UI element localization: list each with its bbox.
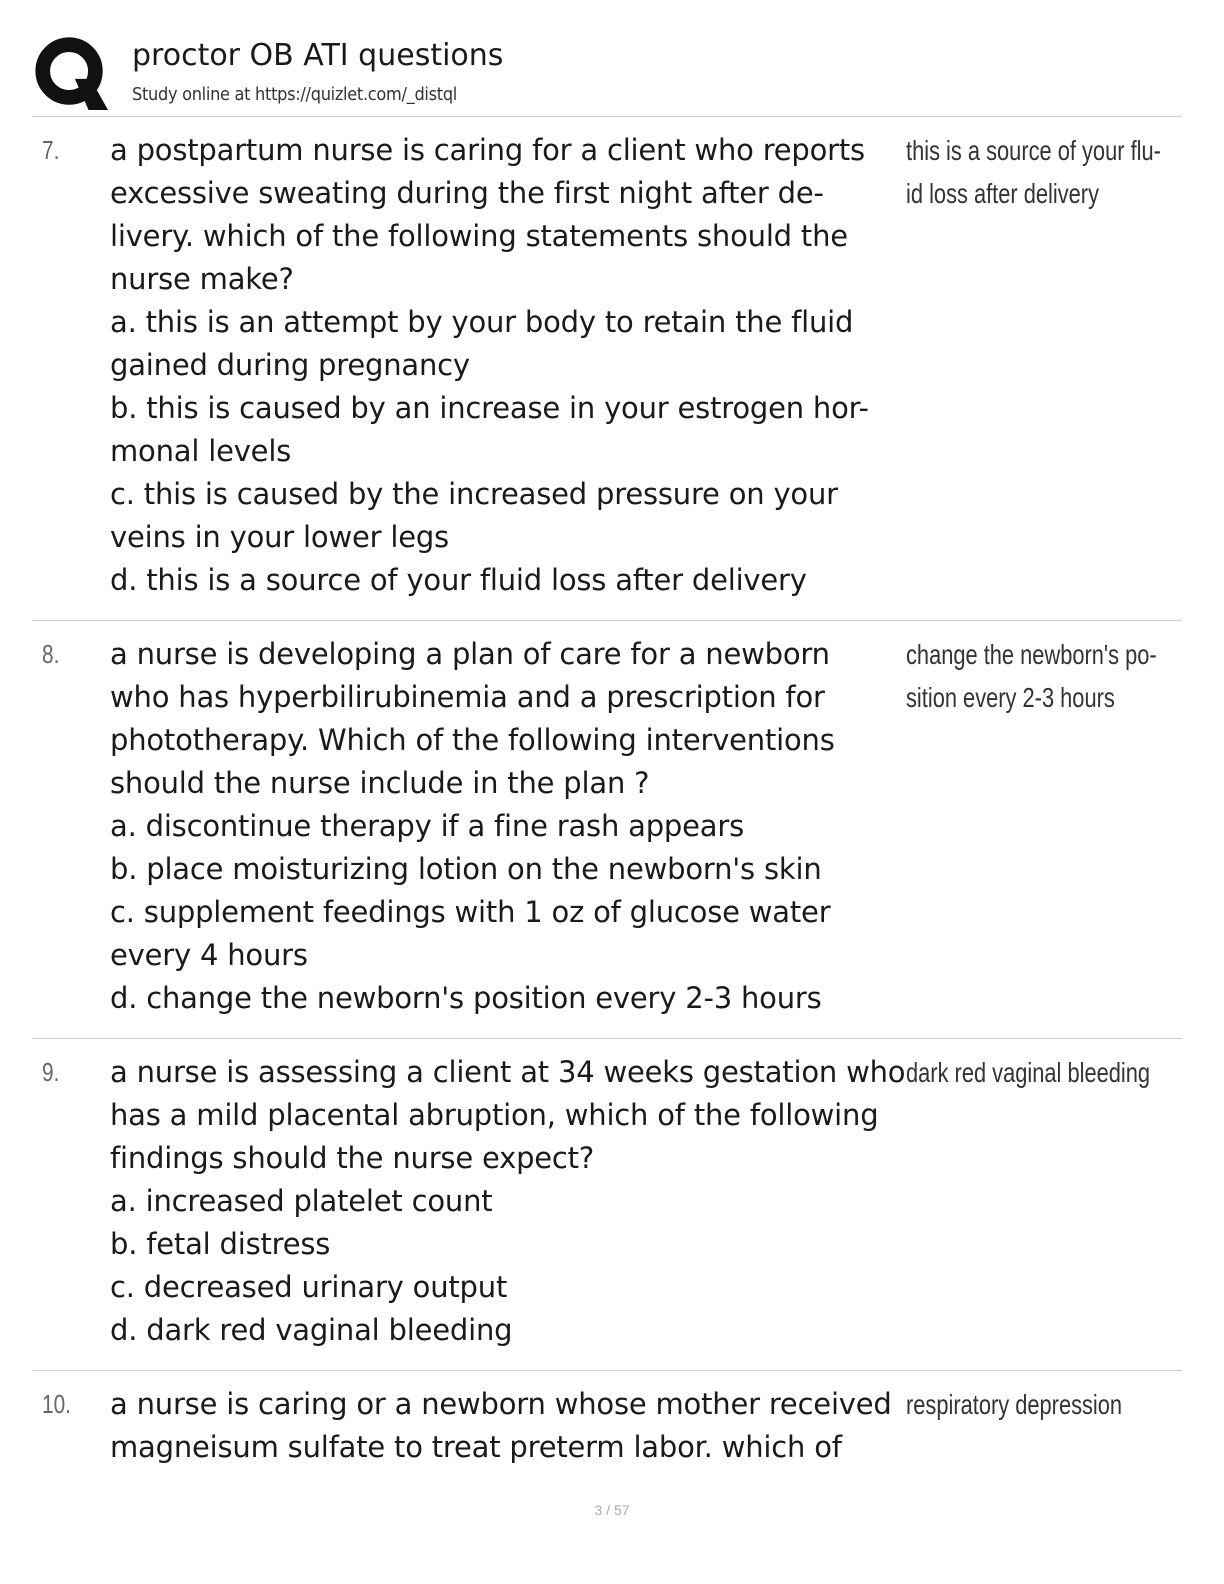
question-line: findings should the nurse expect?	[110, 1141, 595, 1175]
answer-line: this is a source of your flu-	[906, 135, 1161, 166]
flashcard-9	[32, 1051, 1182, 1352]
option-c: veins in your lower legs	[110, 520, 449, 554]
card-number: 8.	[42, 639, 60, 669]
question-line: should the nurse include in the plan ?	[110, 766, 650, 800]
answer-text	[906, 1051, 1196, 1094]
option-a: a. this is an attempt by your body to retain the fluid	[110, 305, 854, 339]
question-text	[110, 1383, 900, 1469]
question-line: phototherapy. Which of the following interventions	[110, 723, 835, 757]
card-number: 7.	[42, 135, 60, 165]
question-text	[110, 633, 900, 1020]
flashcard-8	[32, 633, 1182, 1020]
option-b: monal levels	[110, 434, 292, 468]
answer-line: respiratory depression	[906, 1389, 1123, 1420]
card-divider	[32, 1370, 1182, 1371]
question-line: a nurse is developing a plan of care for a newborn	[110, 637, 830, 671]
option-a: gained during pregnancy	[110, 348, 470, 382]
question-line: who has hyperbilirubinemia and a prescription for	[110, 680, 825, 714]
question-line: a nurse is caring or a newborn whose mother received	[110, 1387, 892, 1421]
page-title: proctor OB ATI questions	[132, 38, 504, 73]
answer-line: sition every 2-3 hours	[906, 682, 1115, 713]
quizlet-logo-icon	[32, 34, 110, 112]
question-line: nurse make?	[110, 262, 294, 296]
answer-line: change the newborn's po-	[906, 639, 1157, 670]
page-header	[32, 32, 1182, 116]
question-line: magneisum sulfate to treat preterm labor. which of	[110, 1430, 842, 1464]
question-line: livery. which of the following statements should the	[110, 219, 848, 253]
answer-line: id loss after delivery	[906, 178, 1100, 209]
option-d: d. dark red vaginal bleeding	[110, 1313, 513, 1347]
option-c: c. supplement feedings with 1 oz of glucose water	[110, 895, 831, 929]
card-divider	[32, 620, 1182, 621]
option-c: c. this is caused by the increased pressure on your	[110, 477, 838, 511]
header-divider	[32, 116, 1182, 117]
answer-text	[906, 1383, 1196, 1426]
option-a: a. discontinue therapy if a fine rash appears	[110, 809, 744, 843]
study-online-link[interactable]: Study online at https://quizlet.com/_distql	[132, 84, 457, 105]
option-a: a. increased platelet count	[110, 1184, 493, 1218]
option-c: c. decreased urinary output	[110, 1270, 508, 1304]
option-d: d. this is a source of your fluid loss after delivery	[110, 563, 807, 597]
option-b: b. this is caused by an increase in your estrogen hor-	[110, 391, 869, 425]
page-number: 3 / 57	[594, 1502, 630, 1518]
question-text	[110, 129, 900, 602]
card-number: 9.	[42, 1057, 60, 1087]
question-text	[110, 1051, 906, 1352]
card-number: 10.	[42, 1389, 71, 1419]
flashcard-7	[32, 129, 1182, 602]
answer-line: dark red vaginal bleeding	[906, 1057, 1151, 1088]
option-b: b. place moisturizing lotion on the newborn's skin	[110, 852, 822, 886]
card-divider	[32, 1038, 1182, 1039]
question-line: a postpartum nurse is caring for a client who reports	[110, 133, 865, 167]
flashcard-10	[32, 1383, 1182, 1473]
option-d: d. change the newborn's position every 2-3 hours	[110, 981, 822, 1015]
question-line: has a mild placental abruption, which of the following	[110, 1098, 879, 1132]
answer-text	[906, 129, 1196, 215]
option-c: every 4 hours	[110, 938, 308, 972]
question-line: excessive sweating during the first night after de-	[110, 176, 824, 210]
option-b: b. fetal distress	[110, 1227, 331, 1261]
answer-text	[906, 633, 1196, 719]
question-line: a nurse is assessing a client at 34 weeks gestation who	[110, 1055, 906, 1089]
